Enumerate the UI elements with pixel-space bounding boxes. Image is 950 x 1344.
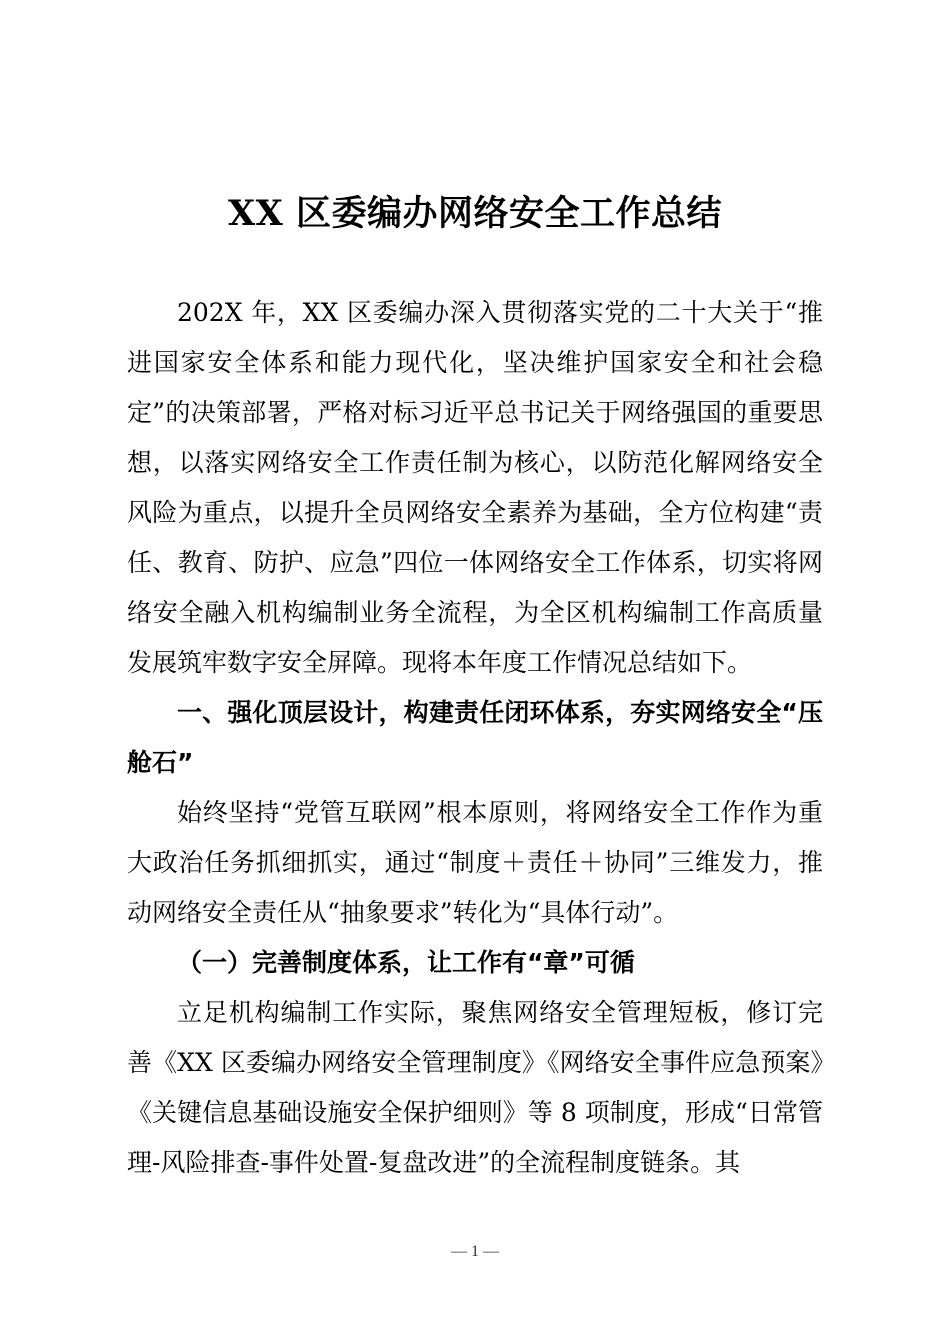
intro-paragraph: 202X 年，XX 区委编办深入贯彻落实党的二十大关于“推进国家安全体系和能力现代化，坚决维护国家安全和社会稳定”的决策部署，严格对标习近平总书记关于网络强国的重要思想，以落实网络安全工作责任制为核心，以防范化解网络安全风险为重点，以提升全员网络安全素养为基础，全方位构建“责任、教育、防护、应急”四位一体网络安全工作体系，切实将网络安全融入机构编制业务全流程，为全区机构编制工作高质量发展筑牢数字安全屏障。现将本年度工作情况总结如下。 [127, 298, 823, 677]
subsection-1-paragraph: 立足机构编制工作实际，聚焦网络安全管理短板，修订完善《XX 区委编办网络安全管理制度》《网络安全事件应急预案》《关键信息基础设施安全保护细则》等 8 项制度，形成“日常管理-风险排查-事件处置-复盘改进”的全流程制度链条。其 [127, 998, 823, 1177]
section-1-paragraph: 始终坚持“党管互联网”根本原则，将网络安全工作作为重大政治任务抓细抓实，通过“制度＋责任＋协同”三维发力，推动网络安全责任从“抽象要求”转化为“具体行动”。 [127, 798, 823, 927]
document-body [127, 288, 823, 1188]
document-title: XX 区委编办网络安全工作总结 [228, 193, 722, 234]
subsection-heading-1: （一）完善制度体系，让工作有“章”可循 [177, 948, 635, 977]
section-heading-1: 一、强化顶层设计，构建责任闭环体系，夯实网络安全“压舱石” [127, 698, 823, 777]
page-number: — 1 — [451, 1243, 499, 1260]
